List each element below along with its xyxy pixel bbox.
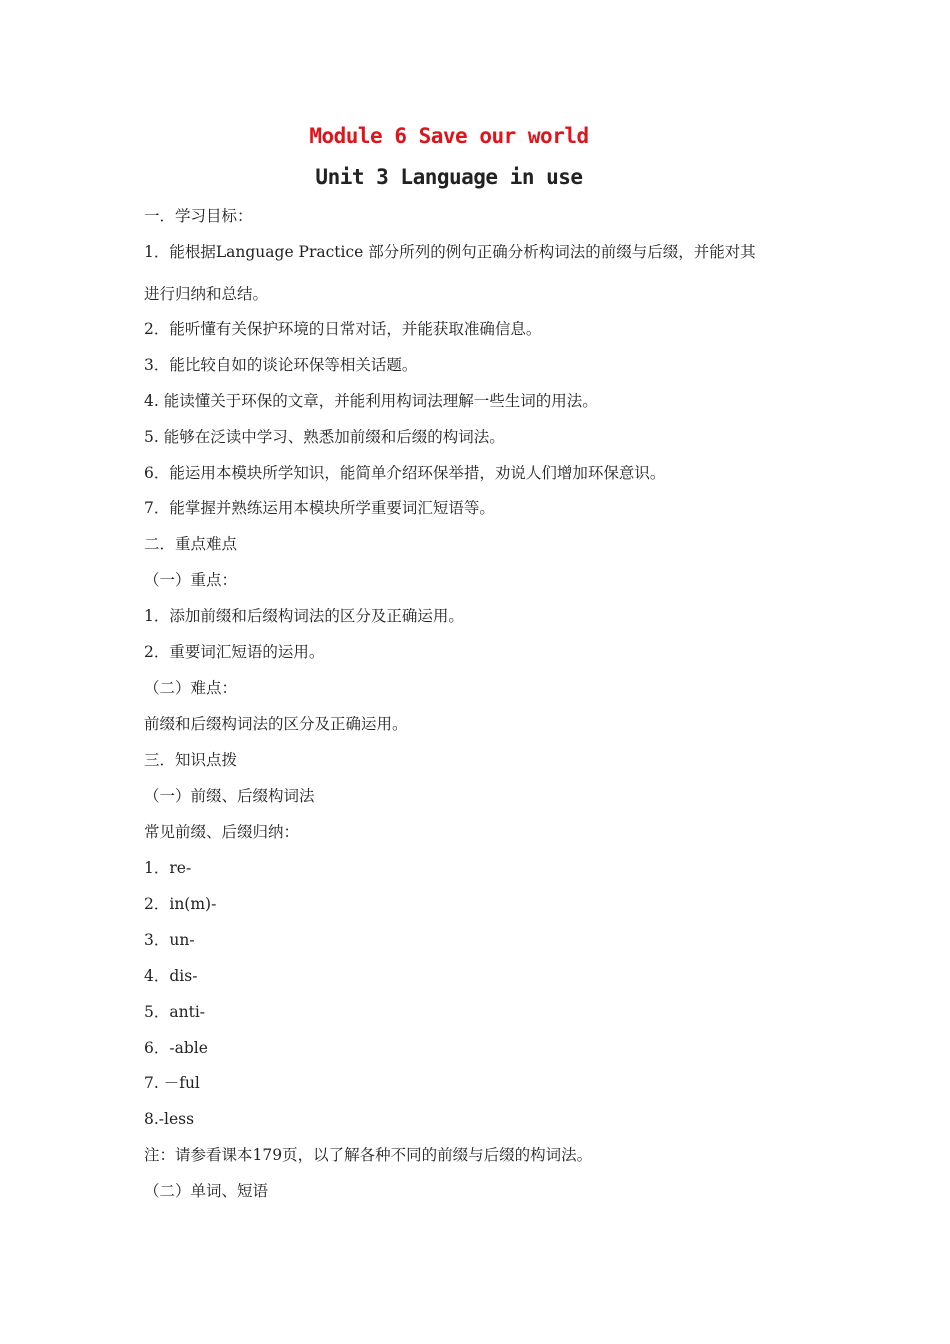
objective-4: 4. 能读懂关于环保的文章，并能利用构词法理解一些生词的用法。: [144, 392, 598, 410]
affix-item: 8.-less: [144, 1110, 195, 1128]
affix-summary-heading: 常见前缀、后缀归纳：: [144, 823, 300, 841]
affix-item: 6．-able: [144, 1039, 208, 1057]
document-title: Module 6 Save our world: [309, 124, 589, 148]
subsection-difficult: （二）难点：: [144, 679, 238, 697]
affix-item: 1．re-: [144, 859, 192, 877]
section-heading-knowledge: 三．知识点拨: [144, 751, 238, 769]
objective-1-continued: 进行归纳和总结。: [144, 285, 269, 303]
section-heading-key-points: 二．重点难点: [144, 535, 238, 553]
affix-item: 7. －ful: [144, 1074, 200, 1092]
affix-item: 4．dis-: [144, 967, 198, 985]
document-subtitle: Unit 3 Language in use: [315, 165, 583, 189]
affix-item: 3．un-: [144, 931, 195, 949]
affix-item: 5．anti-: [144, 1003, 206, 1021]
section-heading-objectives: 一．学习目标：: [144, 207, 253, 225]
objective-7: 7．能掌握并熟练运用本模块所学重要词汇短语等。: [144, 499, 495, 517]
objective-1: 1．能根据Language Practice 部分所列的例句正确分析构词法的前缀与后缀，并能对其: [144, 243, 756, 261]
subsection-key: （一）重点：: [144, 571, 238, 589]
textbook-note: 注：请参看课本179页，以了解各种不同的前缀与后缀的构词法。: [144, 1146, 593, 1164]
key-point-2: 2．重要词汇短语的运用。: [144, 643, 325, 661]
affix-item: 2．in(m)-: [144, 895, 217, 913]
objective-5: 5. 能够在泛读中学习、熟悉加前缀和后缀的构词法。: [144, 428, 505, 446]
difficult-point: 前缀和后缀构词法的区分及正确运用。: [144, 715, 408, 733]
objective-6: 6．能运用本模块所学知识，能简单介绍环保举措，劝说人们增加环保意识。: [144, 464, 666, 482]
subsection-affixes: （一）前缀、后缀构词法: [144, 787, 315, 805]
objective-2: 2．能听懂有关保护环境的日常对话，并能获取准确信息。: [144, 320, 542, 338]
key-point-1: 1．添加前缀和后缀构词法的区分及正确运用。: [144, 607, 464, 625]
subsection-words-phrases: （二）单词、短语: [144, 1182, 269, 1200]
objective-3: 3．能比较自如的谈论环保等相关话题。: [144, 356, 418, 374]
